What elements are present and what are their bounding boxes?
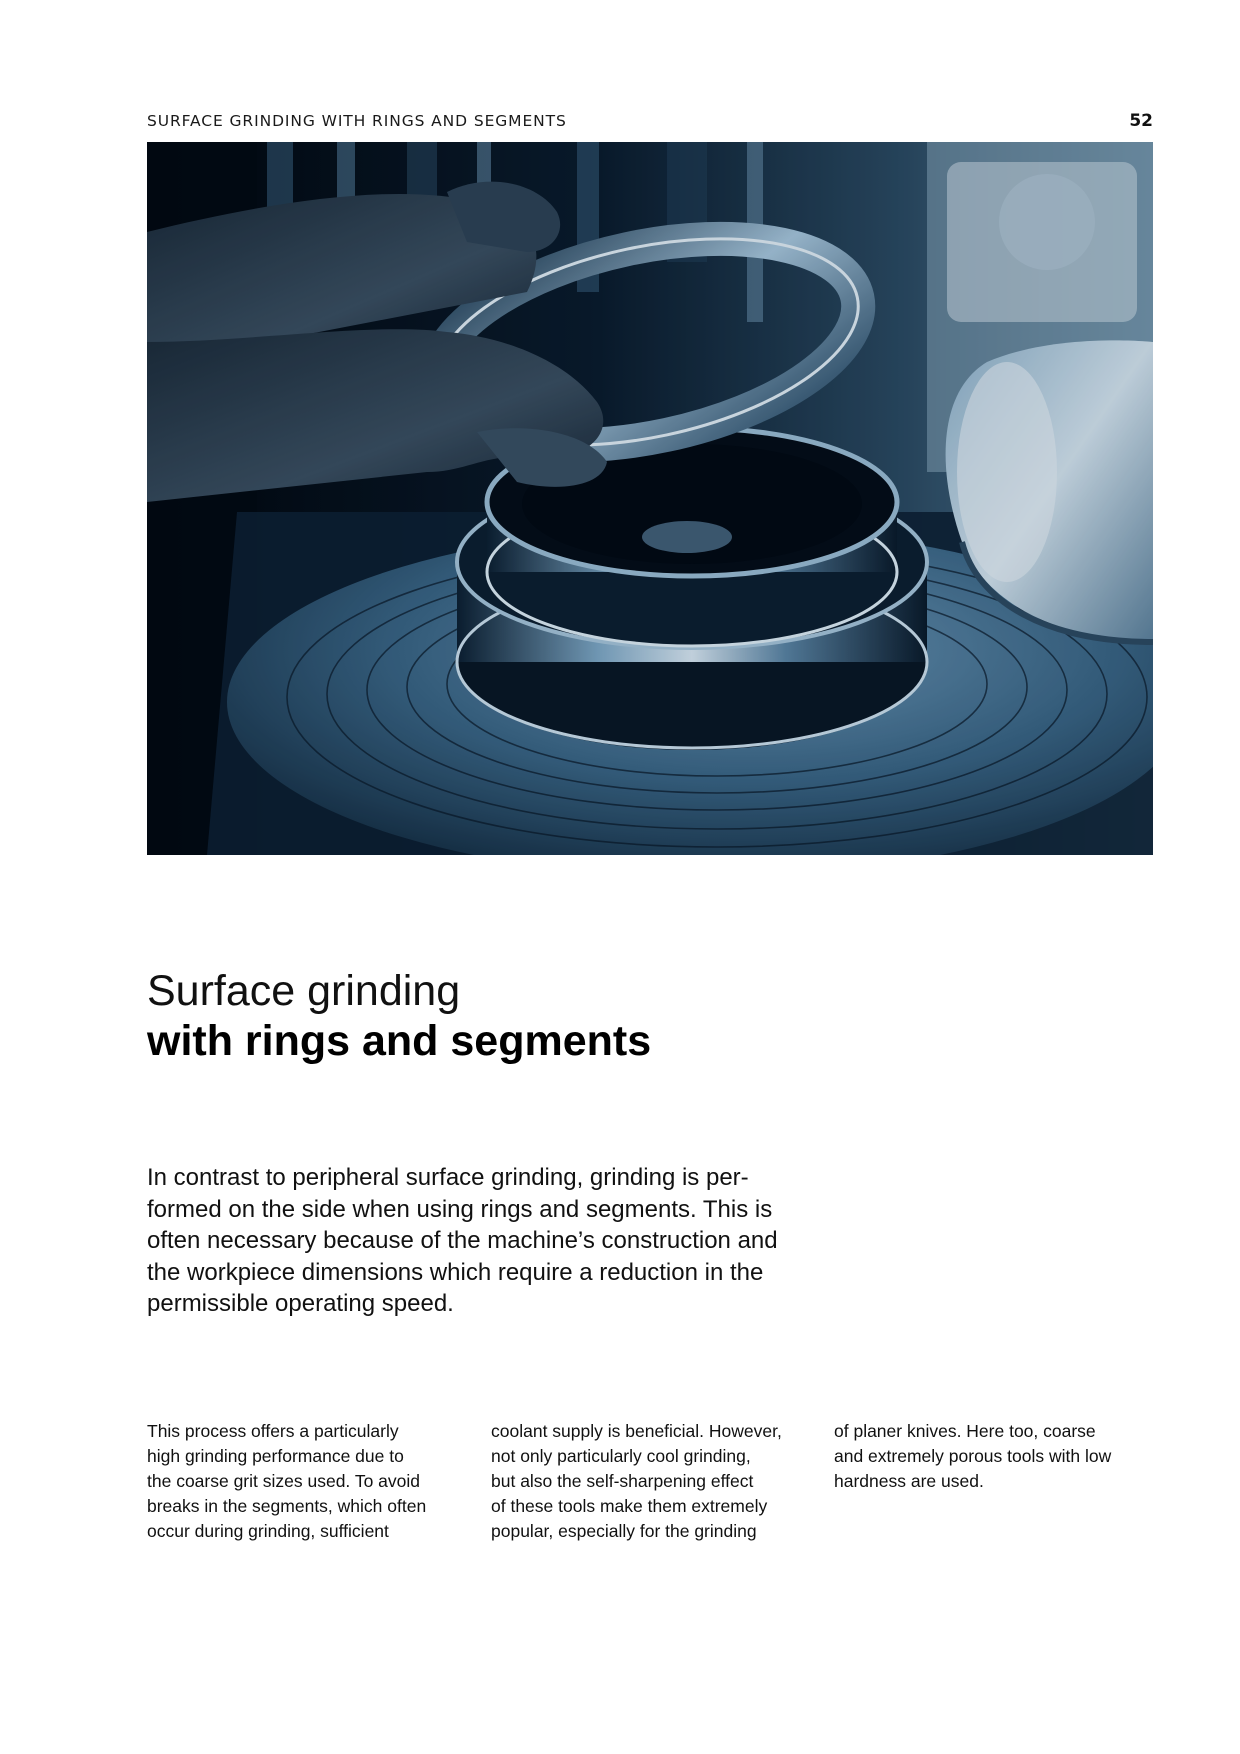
body-line: coolant supply is beneficial. However, xyxy=(491,1421,782,1441)
page-number: 52 xyxy=(1129,111,1153,131)
section-title: SURFACE GRINDING WITH RINGS AND SEGMENTS xyxy=(147,112,567,130)
body-line: occur during grinding, sufficient xyxy=(147,1521,389,1541)
hero-photo xyxy=(147,142,1153,855)
body-line: not only particularly cool grinding, xyxy=(491,1446,751,1466)
running-header xyxy=(147,112,1153,134)
lead-line: In contrast to peripheral surface grinding, grinding is per- xyxy=(147,1164,749,1191)
lead-line: often necessary because of the machine’s construction and xyxy=(147,1227,778,1254)
body-line: hardness are used. xyxy=(834,1471,984,1491)
headline-light: Surface grinding xyxy=(147,967,461,1015)
headline xyxy=(147,966,1047,1066)
body-line: the coarse grit sizes used. To avoid xyxy=(147,1471,421,1491)
body-line: but also the self-sharpening effect xyxy=(491,1471,754,1491)
body-line: This process offers a particularly xyxy=(147,1421,399,1441)
body-line: of these tools make them extremely xyxy=(491,1496,768,1516)
hero-photo-illustration xyxy=(147,142,1153,855)
body-line: of planer knives. Here too, coarse xyxy=(834,1421,1096,1441)
body-column-2 xyxy=(491,1419,801,1544)
body-column-1 xyxy=(147,1419,457,1544)
headline-bold: with rings and segments xyxy=(147,1017,652,1065)
body-line: popular, especially for the grinding xyxy=(491,1521,757,1541)
lead-line: formed on the side when using rings and segments. This is xyxy=(147,1195,773,1223)
lead-paragraph xyxy=(147,1162,837,1320)
body-line: breaks in the segments, which often xyxy=(147,1496,427,1516)
lead-line: the workpiece dimensions which require a reduction in the xyxy=(147,1258,764,1286)
body-line: and extremely porous tools with low xyxy=(834,1446,1112,1466)
body-column-3 xyxy=(834,1419,1144,1494)
body-line: high grinding performance due to xyxy=(147,1446,404,1466)
lead-line: permissible operating speed. xyxy=(147,1290,454,1317)
